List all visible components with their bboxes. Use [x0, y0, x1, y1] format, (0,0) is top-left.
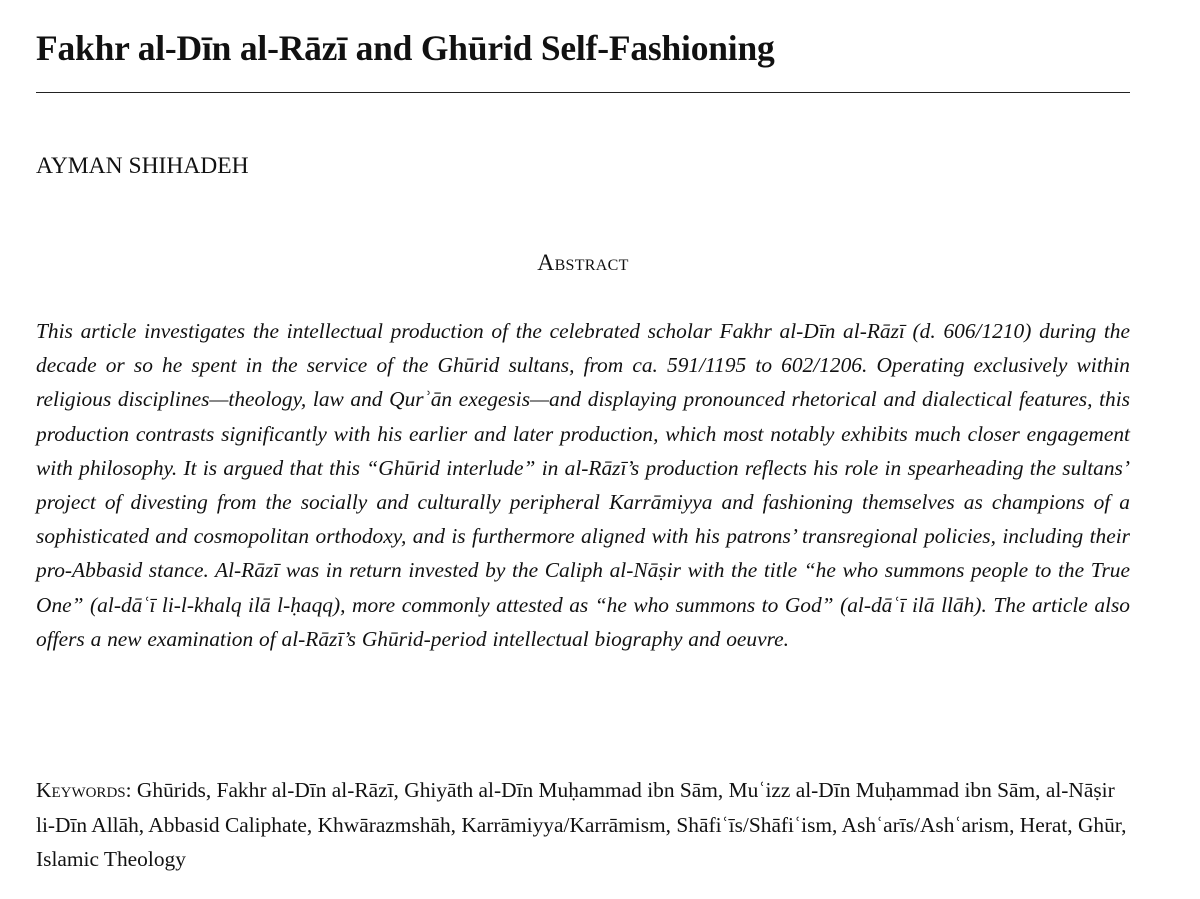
author-name: AYMAN SHIHADEH	[36, 153, 249, 179]
keywords-list: Ghūrids, Fakhr al-Dīn al-Rāzī, Ghiyāth al-Dīn Muḥammad ibn Sām, Muʿizz al-Dīn Muḥammad ibn Sām, al-Nāṣir li-Dīn Allāh, Abbasid Caliphate, Khwārazmshāh, Karrāmiyya/Karrāmism, Shāfiʿīs/Shāfiʿism, Ashʿarīs/Ashʿarism, Herat, Ghūr, Islamic Theology	[36, 778, 1127, 871]
paper-title: Fakhr al-Dīn al-Rāzī and Ghūrid Self-Fashioning	[36, 28, 775, 68]
keywords-label: Keywords:	[36, 778, 132, 802]
keywords-section	[36, 773, 1130, 877]
abstract-body: This article investigates the intellectual production of the celebrated scholar Fakhr al-Dīn al-Rāzī (d. 606/1210) during the decade or so he spent in the service of the Ghūrid sultans, from ca. 591/1195 to 602/1206. Operating exclusively within religious disciplines—theology, law and Qurʾān exegesis—and displaying pronounced rhetorical and dialectical features, this production contrasts significantly with his earlier and later production, which most notably exhibits much closer engagement with philosophy. It is argued that this “Ghūrid interlude” in al-Rāzī’s production reflects his role in spearheading the sultans’ project of divesting from the socially and culturally peripheral Karrāmiyya and fashioning themselves as champions of a sophisticated and cosmopolitan orthodoxy, and is furthermore aligned with his patrons’ transregional policies, including their pro-Abbasid stance. Al-Rāzī was in return invested by the Caliph al-Nāṣir with the title “he who summons people to the True One” (al-dāʿī li-l-khalq ilā l-ḥaqq), more commonly attested as “he who summons to God” (al-dāʿī ilā llāh). The article also offers a new examination of al-Rāzī’s Ghūrid-period intellectual biography and oeuvre.	[36, 319, 1130, 651]
title-divider	[36, 92, 1130, 93]
abstract-heading: Abstract	[537, 250, 629, 276]
